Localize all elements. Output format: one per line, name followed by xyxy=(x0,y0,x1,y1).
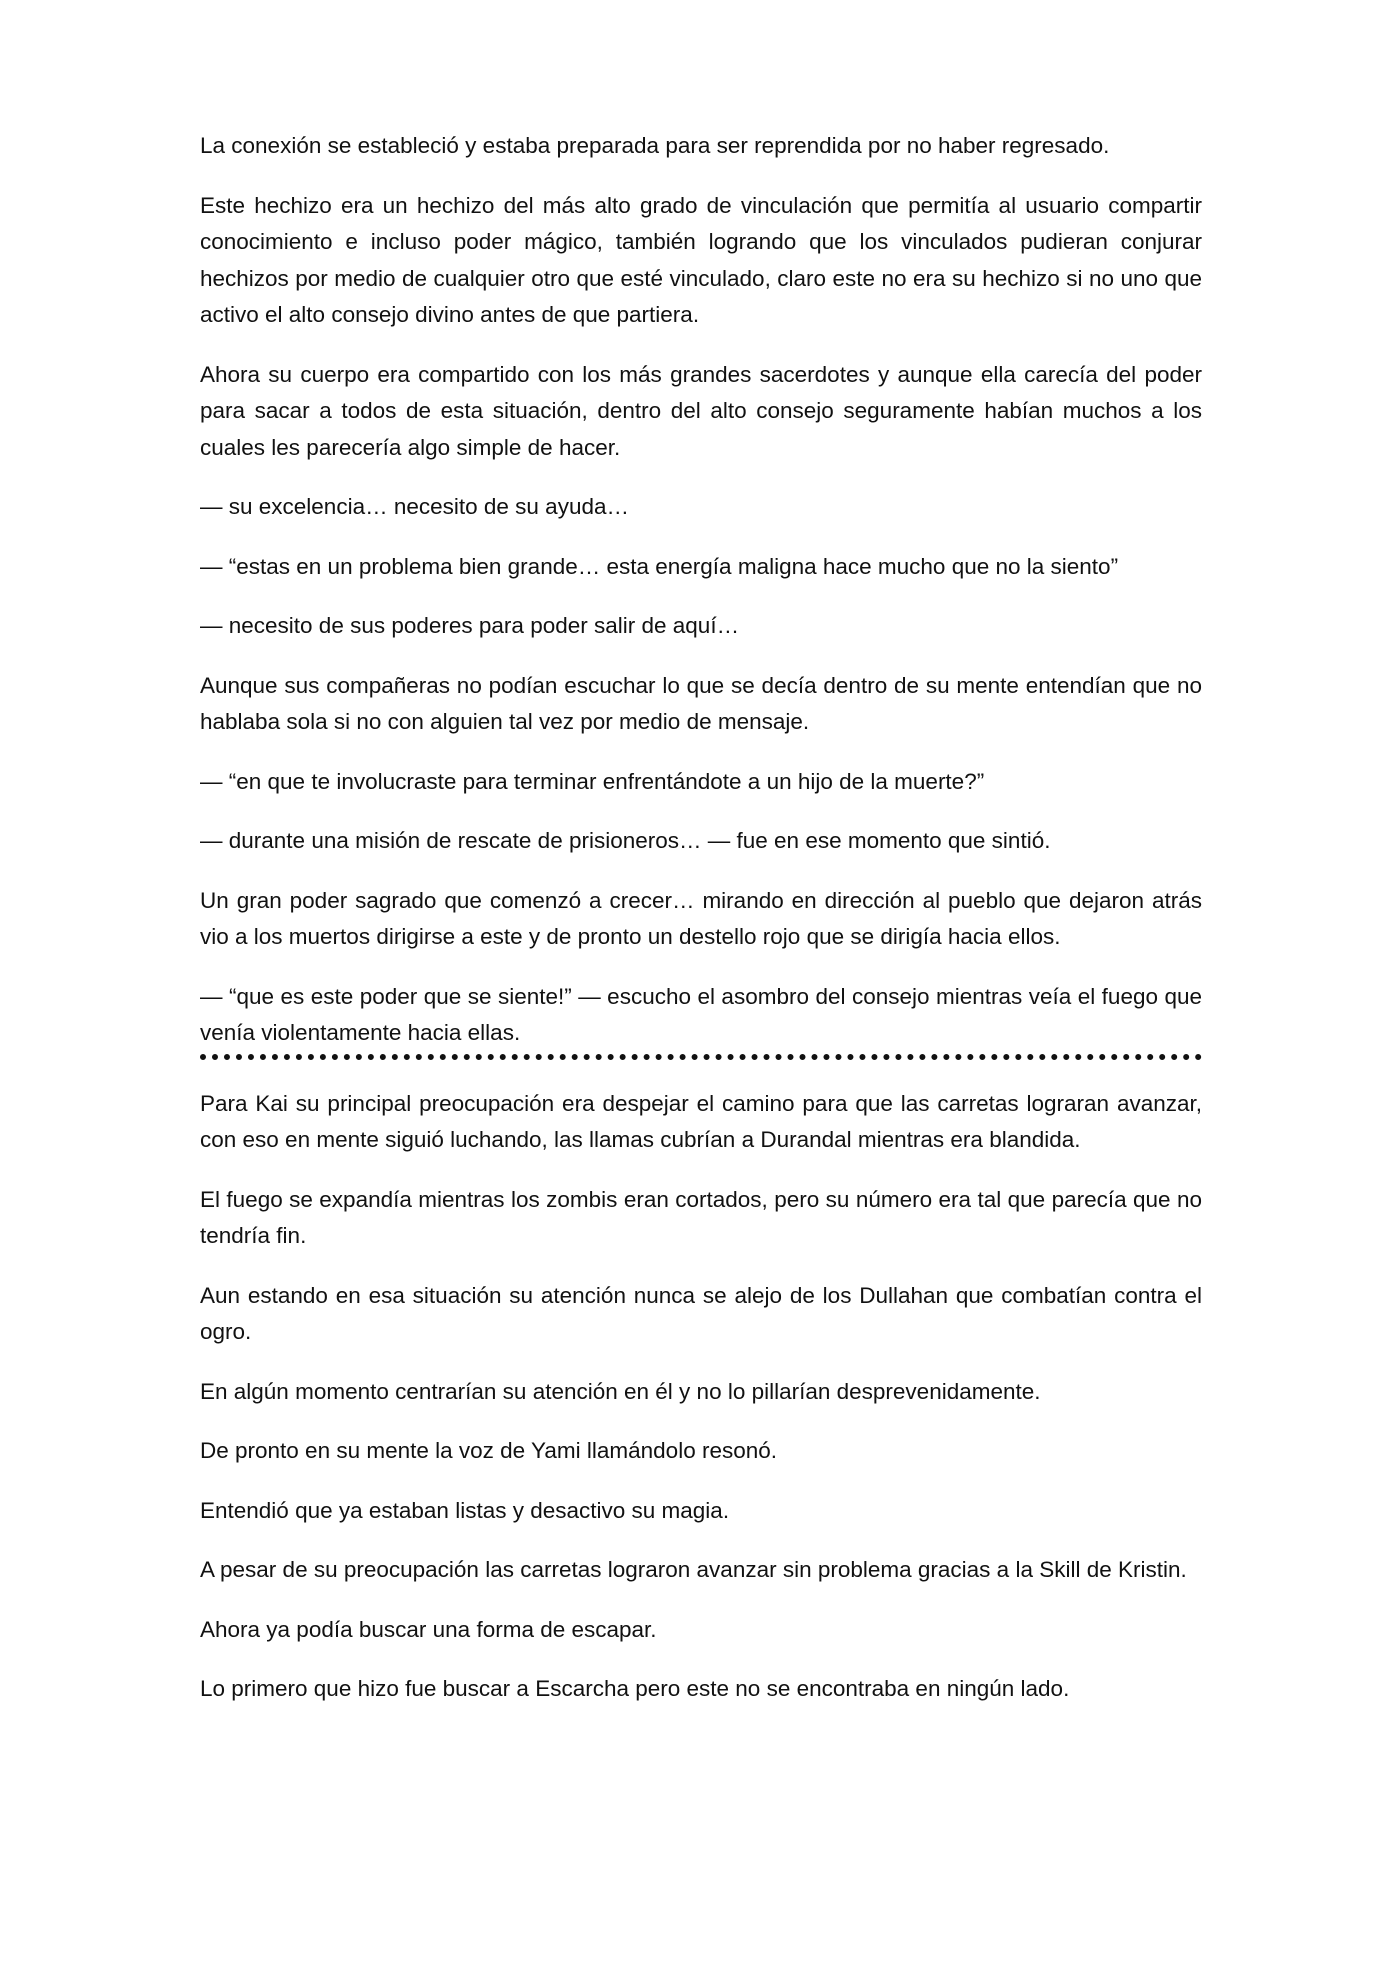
dialogue-line: — durante una misión de rescate de prisioneros… — fue en ese momento que sintió. xyxy=(200,828,1051,853)
paragraph: En algún momento centrarían su atención en él y no lo pillarían desprevenidamente. xyxy=(200,1378,1041,1404)
dialogue-line: — su excelencia… necesito de su ayuda… xyxy=(200,494,629,519)
paragraph: De pronto en su mente la voz de Yami llamándolo resonó. xyxy=(200,1438,778,1463)
dialogue-line: — “estas en un problema bien grande… esta energía maligna hace mucho que no la siento” xyxy=(200,553,1119,579)
paragraph: Para Kai su principal preocupación era despejar el camino para que las carretas lograran avanzar, con eso en mente siguió luchando, las llamas cubrían a Durandal mientras era blandida. xyxy=(200,1090,1202,1152)
paragraph: La conexión se estableció y estaba preparada para ser reprendida por no haber regresado. xyxy=(200,133,1110,158)
paragraph: A pesar de su preocupación las carretas lograron avanzar sin problema gracias a la Skill de Kristin. xyxy=(200,1557,1187,1582)
paragraph: Un gran poder sagrado que comenzó a crecer… mirando en dirección al pueblo que dejaron atrás vio a los muertos dirigirse a este y de pronto un destello rojo que se dirigía hacia ellos. xyxy=(200,887,1202,949)
paragraph: Ahora su cuerpo era compartido con los más grandes sacerdotes y aunque ella carecía del poder para sacar a todos de esta situación, dentro del alto consejo seguramente habían muchos a los cuales les parecería algo simple de hacer. xyxy=(200,361,1202,460)
document-page xyxy=(200,128,1202,1731)
paragraph: El fuego se expandía mientras los zombis eran cortados, pero su número era tal que parecía que no tendría fin. xyxy=(200,1186,1202,1248)
paragraph: Entendió que ya estaban listas y desactivo su magia. xyxy=(200,1497,730,1523)
paragraph: Aun estando en esa situación su atención nunca se alejo de los Dullahan que combatían contra el ogro. xyxy=(200,1282,1202,1344)
dialogue-line: — necesito de sus poderes para poder salir de aquí… xyxy=(200,613,740,638)
dialogue-line: — “en que te involucraste para terminar enfrentándote a un hijo de la muerte?” xyxy=(200,768,985,794)
paragraph: Lo primero que hizo fue buscar a Escarcha pero este no se encontraba en ningún lado. xyxy=(200,1676,1070,1701)
paragraph: Ahora ya podía buscar una forma de escapar. xyxy=(200,1616,657,1642)
paragraph: Aunque sus compañeras no podían escuchar lo que se decía dentro de su mente entendían que no hablaba sola si no con alguien tal vez por medio de mensaje. xyxy=(200,672,1202,734)
paragraph: Este hechizo era un hechizo del más alto grado de vinculación que permitía al usuario compartir conocimiento e incluso poder mágico, también logrando que los vinculados pudieran conjurar hechizos por medio de cualquier otro que esté vinculado, claro este no era su hechizo si no uno que activo el alto consejo divino antes de que partiera. xyxy=(200,192,1202,327)
dialogue-line: — “que es este poder que se siente!” — escucho el asombro del consejo mientras veía el fuego que venía violentamente hacia ellas. xyxy=(200,983,1202,1045)
scene-separator xyxy=(200,1054,1202,1060)
